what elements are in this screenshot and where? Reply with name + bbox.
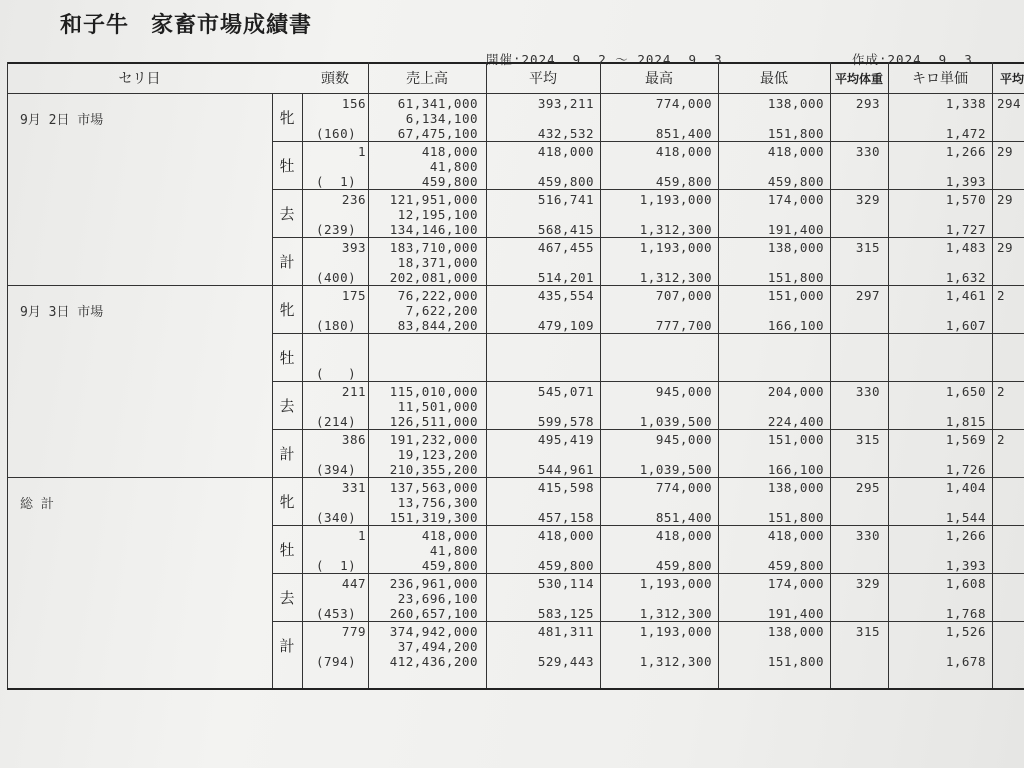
avg-weight: 315: [855, 240, 880, 255]
avg-price: 418,000: [537, 144, 594, 159]
category-label: 牡: [279, 541, 295, 559]
header-avg: 平均: [529, 71, 557, 87]
kilo-price-tax: 1,632: [945, 270, 986, 285]
section-divider: [7, 285, 1024, 286]
avg-extra: 2: [997, 432, 1006, 447]
sales-tax: 11,501,000: [397, 399, 478, 414]
avg-weight: 330: [855, 384, 880, 399]
sales-tax: 7,622,200: [405, 303, 478, 318]
head-count-alt: (239): [316, 222, 357, 237]
avg-price: 495,419: [537, 432, 594, 447]
head-count: 1: [357, 528, 366, 543]
avg-weight: 293: [855, 96, 880, 111]
row-divider: [272, 381, 1024, 382]
title-breed: 和子牛: [60, 13, 130, 38]
header-sales: 売上高: [406, 71, 448, 87]
sales-total: 459,800: [421, 558, 478, 573]
header-date: セリ日: [118, 71, 161, 87]
min-price-tax: 151,800: [767, 270, 824, 285]
max-price-tax: 459,800: [655, 558, 712, 573]
max-price: 774,000: [655, 96, 712, 111]
kilo-price: 1,650: [945, 384, 986, 399]
min-price: 138,000: [767, 96, 824, 111]
avg-weight: 297: [855, 288, 880, 303]
head-count-alt: (214): [316, 414, 357, 429]
row-divider: [272, 429, 1024, 430]
min-price-tax: 151,800: [767, 654, 824, 669]
header-max: 最高: [645, 71, 673, 87]
max-price: 1,193,000: [639, 192, 712, 207]
avg-price: 481,311: [537, 624, 594, 639]
sales-amount: 418,000: [421, 528, 478, 543]
avg-price-tax: 479,109: [537, 318, 594, 333]
category-label: 去: [279, 589, 295, 607]
min-price: 151,000: [767, 288, 824, 303]
kilo-price-tax: 1,726: [945, 462, 986, 477]
row-divider: [272, 573, 1024, 574]
table-header-border: [7, 93, 1024, 94]
min-price-tax: 459,800: [767, 558, 824, 573]
max-price-tax: 777,700: [655, 318, 712, 333]
kilo-price-tax: 1,678: [945, 654, 986, 669]
min-price-tax: 224,400: [767, 414, 824, 429]
min-price-tax: 191,400: [767, 222, 824, 237]
head-count: 211: [341, 384, 366, 399]
category-label: 計: [279, 637, 295, 655]
avg-extra: 2: [997, 288, 1006, 303]
sales-tax: 18,371,000: [397, 255, 478, 270]
avg-price-tax: 459,800: [537, 174, 594, 189]
row-divider: [272, 237, 1024, 238]
max-price-tax: 1,312,300: [639, 654, 712, 669]
sales-amount: 183,710,000: [389, 240, 478, 255]
sales-total: 260,657,100: [389, 606, 478, 621]
category-label: 去: [279, 397, 295, 415]
sales-total: 83,844,200: [397, 318, 478, 333]
min-price: 418,000: [767, 528, 824, 543]
max-price-tax: 1,039,500: [639, 462, 712, 477]
head-count: 386: [341, 432, 366, 447]
avg-price-tax: 457,158: [537, 510, 594, 525]
avg-weight: 330: [855, 528, 880, 543]
sales-amount: 61,341,000: [397, 96, 478, 111]
avg-price: 418,000: [537, 528, 594, 543]
head-count: 156: [341, 96, 366, 111]
row-divider: [272, 525, 1024, 526]
head-count-alt: ( 1): [316, 558, 357, 573]
head-count-alt: (340): [316, 510, 357, 525]
min-price: 204,000: [767, 384, 824, 399]
sales-tax: 19,123,200: [397, 447, 478, 462]
max-price-tax: 851,400: [655, 126, 712, 141]
header-avg-cut: 平均: [999, 72, 1024, 86]
column-divider: [992, 62, 993, 688]
min-price: 174,000: [767, 192, 824, 207]
sales-tax: 6,134,100: [405, 111, 478, 126]
avg-weight: 315: [855, 624, 880, 639]
kilo-price: 1,608: [945, 576, 986, 591]
min-price: 151,000: [767, 432, 824, 447]
row-divider: [272, 141, 1024, 142]
avg-price: 530,114: [537, 576, 594, 591]
sales-total: 151,319,300: [389, 510, 478, 525]
category-label: 牝: [279, 109, 295, 127]
max-price: 418,000: [655, 528, 712, 543]
max-price-tax: 1,312,300: [639, 606, 712, 621]
sales-amount: 115,010,000: [389, 384, 478, 399]
sales-amount: 191,232,000: [389, 432, 478, 447]
kilo-price-tax: 1,393: [945, 558, 986, 573]
kilo-price: 1,461: [945, 288, 986, 303]
category-label: 計: [279, 253, 295, 271]
kilo-price-tax: 1,393: [945, 174, 986, 189]
max-price-tax: 459,800: [655, 174, 712, 189]
min-price-tax: 166,100: [767, 462, 824, 477]
max-price: 945,000: [655, 432, 712, 447]
min-price: 174,000: [767, 576, 824, 591]
kilo-price: 1,266: [945, 528, 986, 543]
market-label: 総 計: [20, 497, 54, 512]
sales-amount: 121,951,000: [389, 192, 478, 207]
head-count: 331: [341, 480, 366, 495]
sales-total: 210,355,200: [389, 462, 478, 477]
avg-price-tax: 583,125: [537, 606, 594, 621]
head-count: 393: [341, 240, 366, 255]
category-label: 牡: [279, 157, 295, 175]
min-price: 138,000: [767, 480, 824, 495]
head-count: 779: [341, 624, 366, 639]
kilo-price: 1,483: [945, 240, 986, 255]
head-count: 236: [341, 192, 366, 207]
avg-price-tax: 432,532: [537, 126, 594, 141]
category-label: 計: [279, 445, 295, 463]
row-divider: [272, 333, 1024, 334]
max-price: 418,000: [655, 144, 712, 159]
max-price: 1,193,000: [639, 240, 712, 255]
max-price: 1,193,000: [639, 624, 712, 639]
max-price: 774,000: [655, 480, 712, 495]
min-price-tax: 166,100: [767, 318, 824, 333]
header-heads: 頭数: [321, 71, 349, 87]
document-title: [60, 8, 312, 39]
sales-tax: 12,195,100: [397, 207, 478, 222]
created-info: 作成:2024. 9. 3: [852, 52, 973, 67]
category-label: 牝: [279, 301, 295, 319]
sales-tax: 41,800: [429, 159, 478, 174]
head-count-alt: (453): [316, 606, 357, 621]
kilo-price-tax: 1,727: [945, 222, 986, 237]
head-count: 1: [357, 144, 366, 159]
min-price-tax: 151,800: [767, 126, 824, 141]
head-count: 175: [341, 288, 366, 303]
header-kilo-price: キロ単価: [912, 71, 968, 87]
max-price-tax: 1,312,300: [639, 222, 712, 237]
avg-price-tax: 568,415: [537, 222, 594, 237]
max-price-tax: 1,312,300: [639, 270, 712, 285]
avg-extra: 294: [997, 96, 1022, 111]
sales-amount: 76,222,000: [397, 288, 478, 303]
kilo-price-tax: 1,472: [945, 126, 986, 141]
sales-tax: 13,756,300: [397, 495, 478, 510]
title-report: 家畜市場成績書: [151, 13, 313, 38]
min-price: 418,000: [767, 144, 824, 159]
row-divider: [272, 621, 1024, 622]
head-count-alt: (394): [316, 462, 357, 477]
head-count-alt: ( 1): [316, 174, 357, 189]
category-label: 牝: [279, 493, 295, 511]
min-price-tax: 151,800: [767, 510, 824, 525]
market-label: 9月 3日 市場: [20, 305, 104, 320]
sales-amount: 137,563,000: [389, 480, 478, 495]
market-label: 9月 2日 市場: [20, 113, 104, 128]
kilo-price: 1,404: [945, 480, 986, 495]
avg-price: 467,455: [537, 240, 594, 255]
avg-price: 393,211: [537, 96, 594, 111]
max-price-tax: 851,400: [655, 510, 712, 525]
kilo-price-tax: 1,544: [945, 510, 986, 525]
kilo-price: 1,338: [945, 96, 986, 111]
header-avg-weight: 平均体重: [834, 72, 883, 86]
kilo-price-tax: 1,607: [945, 318, 986, 333]
table-bottom-border: [7, 688, 1024, 690]
min-price-tax: 191,400: [767, 606, 824, 621]
kilo-price: 1,569: [945, 432, 986, 447]
max-price: 945,000: [655, 384, 712, 399]
sales-amount: 236,961,000: [389, 576, 478, 591]
avg-price: 415,598: [537, 480, 594, 495]
avg-price-tax: 529,443: [537, 654, 594, 669]
kilo-price: 1,570: [945, 192, 986, 207]
column-divider: [7, 62, 8, 688]
head-count-alt: (180): [316, 318, 357, 333]
max-price: 1,193,000: [639, 576, 712, 591]
avg-price: 545,071: [537, 384, 594, 399]
section-divider: [7, 477, 1024, 478]
sales-tax: 37,494,200: [397, 639, 478, 654]
min-price: 138,000: [767, 240, 824, 255]
head-count-alt: (160): [316, 126, 357, 141]
min-price: 138,000: [767, 624, 824, 639]
sales-total: 459,800: [421, 174, 478, 189]
avg-extra: 2: [997, 384, 1006, 399]
table-top-border: [7, 62, 1024, 64]
avg-weight: 329: [855, 576, 880, 591]
avg-extra: 29: [997, 144, 1014, 159]
sales-total: 126,511,000: [389, 414, 478, 429]
sales-total: 412,436,200: [389, 654, 478, 669]
head-count: 447: [341, 576, 366, 591]
sales-tax: 41,800: [429, 543, 478, 558]
avg-weight: 315: [855, 432, 880, 447]
kilo-price: 1,266: [945, 144, 986, 159]
category-label: 去: [279, 205, 295, 223]
avg-weight: 295: [855, 480, 880, 495]
sales-amount: 418,000: [421, 144, 478, 159]
avg-weight: 330: [855, 144, 880, 159]
avg-price: 516,741: [537, 192, 594, 207]
head-count-alt: (794): [316, 654, 357, 669]
category-label: 牡: [279, 349, 295, 367]
avg-price-tax: 599,578: [537, 414, 594, 429]
kilo-price: 1,526: [945, 624, 986, 639]
sales-total: 202,081,000: [389, 270, 478, 285]
period-info: 開催:2024. 9. 2 ～ 2024. 9. 3: [486, 52, 723, 67]
avg-weight: 329: [855, 192, 880, 207]
min-price-tax: 459,800: [767, 174, 824, 189]
sales-amount: 374,942,000: [389, 624, 478, 639]
row-divider: [272, 189, 1024, 190]
max-price: 707,000: [655, 288, 712, 303]
avg-price: 435,554: [537, 288, 594, 303]
kilo-price-tax: 1,815: [945, 414, 986, 429]
avg-price-tax: 514,201: [537, 270, 594, 285]
max-price-tax: 1,039,500: [639, 414, 712, 429]
avg-price-tax: 459,800: [537, 558, 594, 573]
sales-tax: 23,696,100: [397, 591, 478, 606]
avg-extra: 29: [997, 240, 1014, 255]
sales-total: 134,146,100: [389, 222, 478, 237]
avg-extra: 29: [997, 192, 1014, 207]
kilo-price-tax: 1,768: [945, 606, 986, 621]
head-count-alt: (400): [316, 270, 357, 285]
header-min: 最低: [760, 71, 788, 87]
head-count-alt: ( ): [316, 366, 357, 381]
avg-price-tax: 544,961: [537, 462, 594, 477]
sales-total: 67,475,100: [397, 126, 478, 141]
